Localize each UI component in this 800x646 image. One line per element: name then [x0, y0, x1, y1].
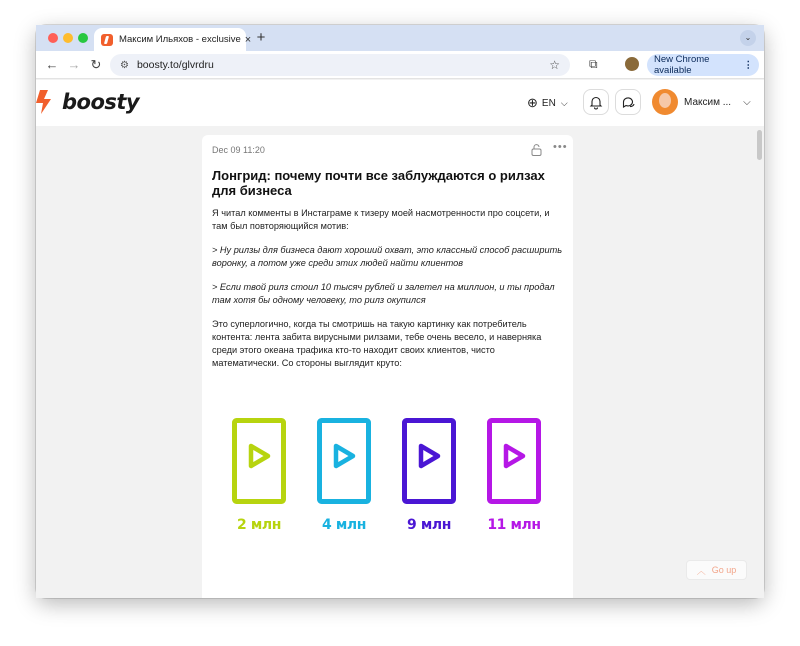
address-bar[interactable] [110, 54, 570, 76]
boosty-favicon-icon [101, 34, 113, 46]
browser-tab[interactable] [94, 28, 252, 51]
update-chrome-button[interactable] [647, 54, 759, 76]
go-up-button[interactable] [686, 560, 747, 580]
user-name: Максим ... [684, 96, 732, 108]
zoom-window-button[interactable] [78, 33, 88, 43]
back-arrow-icon[interactable]: ← [45, 57, 59, 72]
phone-play-icon [487, 418, 541, 504]
language-label: EN [541, 97, 556, 109]
language-selector[interactable] [527, 95, 568, 111]
views-label: 2 млн [237, 517, 281, 533]
phone-play-icon [232, 418, 286, 504]
forward-arrow-icon[interactable]: → [67, 57, 81, 72]
site-header [36, 80, 764, 126]
tab-strip [36, 25, 764, 51]
go-up-label: Go up [711, 565, 737, 575]
profile-avatar[interactable] [625, 57, 639, 71]
chevron-up-icon: ︿ [696, 565, 706, 576]
boosty-logo[interactable] [36, 90, 139, 114]
logo-text: boosty [62, 90, 140, 114]
scrollbar-thumb[interactable] [757, 130, 762, 160]
reload-icon[interactable]: ↻ [90, 57, 102, 72]
main-content [36, 126, 764, 598]
user-avatar [652, 89, 678, 115]
messages-button[interactable] [615, 89, 641, 115]
post-title: Лонгрид: почему почти все заблуждаются о рилзах для бизнеса [212, 168, 545, 198]
tab-search-button[interactable]: ⌄ [740, 30, 756, 46]
more-options-icon[interactable]: ••• [553, 141, 568, 153]
site-settings-icon[interactable]: ⚙ [120, 59, 129, 71]
close-window-button[interactable] [48, 33, 58, 43]
post-date: Dec 09 11:20 [212, 145, 265, 155]
notifications-button[interactable] [583, 89, 609, 115]
globe-icon: ⊕ [527, 95, 538, 110]
views-label: 9 млн [407, 517, 451, 533]
kebab-menu-icon: ⋮ [743, 59, 753, 71]
minimize-window-button[interactable] [63, 33, 73, 43]
phone-play-icon [402, 418, 456, 504]
browser-toolbar [36, 51, 764, 79]
chevron-down-icon: ⌵ [560, 97, 568, 108]
url-text[interactable]: boosty.to/glvrdru [136, 59, 214, 71]
boosty-logo-icon [36, 90, 52, 114]
reels-views-illustration [202, 418, 573, 548]
phone-play-icon [317, 418, 371, 504]
post-paragraph: Это суперлогично, когда ты смотришь на такую картинку как потребитель контента: лента забита вирусными рилзами, тебе очень весело, и наверняка среди этого океана трафика кто-то находит своих клиентов, чисто математически. Со стороны выглядит круто: [212, 319, 542, 368]
update-label: New Chrome available [654, 54, 710, 76]
extensions-puzzle-icon[interactable]: ⧉ [589, 57, 598, 71]
chat-bubbles-icon [622, 96, 635, 109]
user-menu[interactable] [652, 89, 751, 115]
bookmark-star-icon[interactable]: ☆ [549, 58, 560, 72]
post-quote: > Ну рилзы для бизнеса дают хороший охват, это классный способ расширить воронку, а потом уже среди этих людей найти клиентов [212, 245, 563, 268]
page-scrollbar[interactable] [754, 126, 764, 598]
unlock-icon [531, 144, 542, 156]
post-paragraph: Я читал комменты в Инстаграме к тизеру моей насмотренности про соцсети, и там был повторяющийся мотив: [212, 208, 550, 231]
views-label: 11 млн [487, 517, 541, 533]
tab-title: Максим Ильяхов - exclusive [119, 34, 241, 45]
chevron-down-icon: ⌵ [743, 96, 751, 108]
browser-window [36, 25, 764, 598]
new-tab-button[interactable]: + [256, 29, 266, 46]
tab-close-icon[interactable]: × [244, 33, 252, 46]
post-body [212, 207, 564, 381]
post-quote: > Если твой рилз стоил 10 тысяч рублей и залетел на миллион, и ты продал там хотя бы одному человеку, то рилз окупился [212, 282, 555, 305]
post-card [202, 135, 573, 598]
views-label: 4 млн [322, 517, 366, 533]
bell-icon [590, 96, 602, 109]
